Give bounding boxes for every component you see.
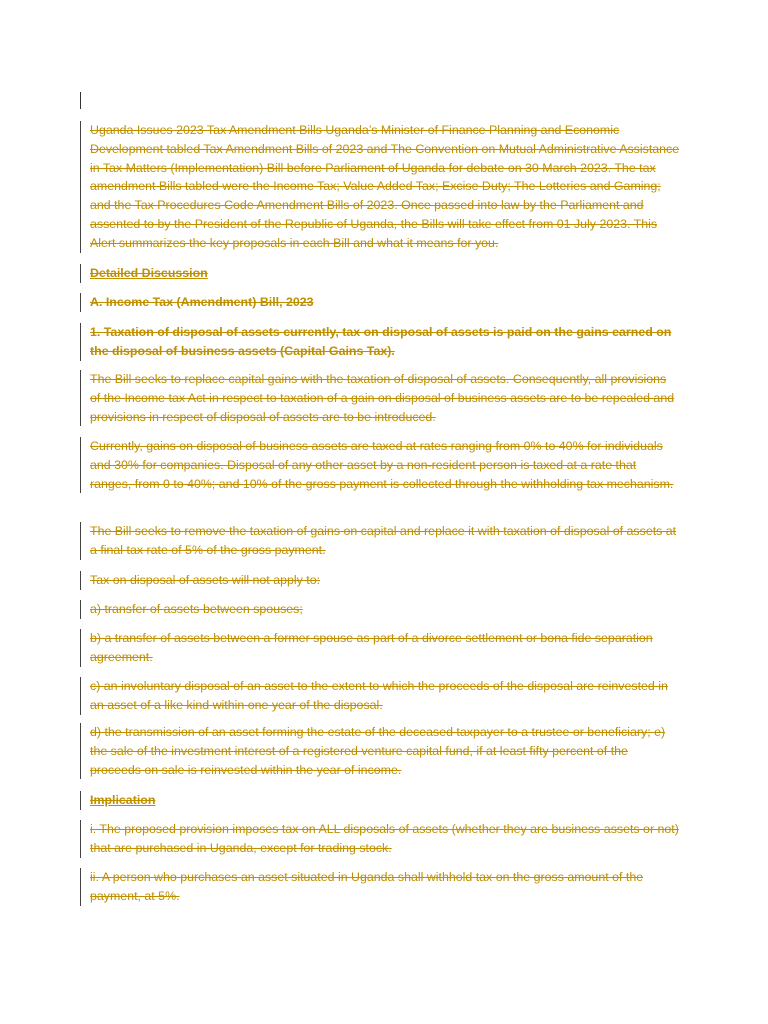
subheading-taxation-of-disposal: 1. Taxation of disposal of assets currently, tax on disposal of assets is paid on the gains earned on the disposal of business assets (Capital Gains Tax).: [90, 323, 680, 361]
intro-paragraph: Uganda Issues 2023 Tax Amendment Bills Uganda’s Minister of Finance Planning and Economic Development tabled Tax Amendment Bills of 2023 and The Convention on Mutual Administrative Assistance in Tax Matters (Implementation) Bill before Parliament of Uganda for debate on 30 March 2023. The tax amendment Bills tabled were the Income Tax; Value Added Tax; Excise Duty; The Lotteries and Gaming; and the Tax Procedures Code Amendment Bills of 2023. Once passed into law by the Parliament and assented to by the President of the Republic of Uganda, the Bills will take effect from 01 July 2023. This Alert summarizes the key proposals in each Bill and what it means for you.: [90, 121, 680, 253]
paragraph-final-tax-rate: The Bill seeks to remove the taxation of gains on capital and replace it with taxation of disposal of assets at a final tax rate of 5% of the gross payment.: [90, 522, 680, 560]
paragraph-current-rates: Currently, gains on disposal of business assets are taxed at rates ranging from 0% to 40% for individuals and 30% for companies. Disposal of any other asset by a non-resident person is taxed at a rate that ranges, from 0 to 40%; and 10% of the gross payment is collected through the withholding tax mechanism.: [90, 437, 680, 493]
section-heading-detailed-discussion: Detailed Discussion: [90, 264, 680, 283]
paragraph-exemptions-intro: Tax on disposal of assets will not apply to:: [90, 571, 680, 590]
implication-item-i: i. The proposed provision imposes tax on ALL disposals of assets (whether they are business assets or not) that are purchased in Uganda, except for trading stock.: [90, 820, 680, 858]
text-cursor: [80, 92, 81, 109]
list-item-c: c) an involuntary disposal of an asset to the extent to which the proceeds of the disposal are reinvested in an asset of a like kind within one year of the disposal.: [90, 677, 680, 715]
list-item-a: a) transfer of assets between spouses;: [90, 600, 680, 619]
section-heading-implication: Implication: [90, 791, 680, 810]
implication-item-ii: ii. A person who purchases an asset situated in Uganda shall withhold tax on the gross amount of the payment, at 5%.: [90, 868, 680, 906]
list-item-b: b) a transfer of assets between a former spouse as part of a divorce settlement or bona fide separation agreement.: [90, 629, 680, 667]
list-item-d-e: d) the transmission of an asset forming the estate of the deceased taxpayer to a trustee or beneficiary; e) the sale of the investment interest of a registered venture capital fund, if at least fifty percent of the proceeds on sale is reinvested within the year of income.: [90, 723, 680, 779]
subheading-income-tax-bill: A. Income Tax (Amendment) Bill, 2023: [90, 293, 680, 312]
paragraph-bill-replace-capital-gains: The Bill seeks to replace capital gains with the taxation of disposal of assets. Consequently, all provisions of the Income tax Act in respect to taxation of a gain on disposal of business assets are to be repealed and provisions in respect of disposal of assets are to be introduced.: [90, 370, 680, 426]
